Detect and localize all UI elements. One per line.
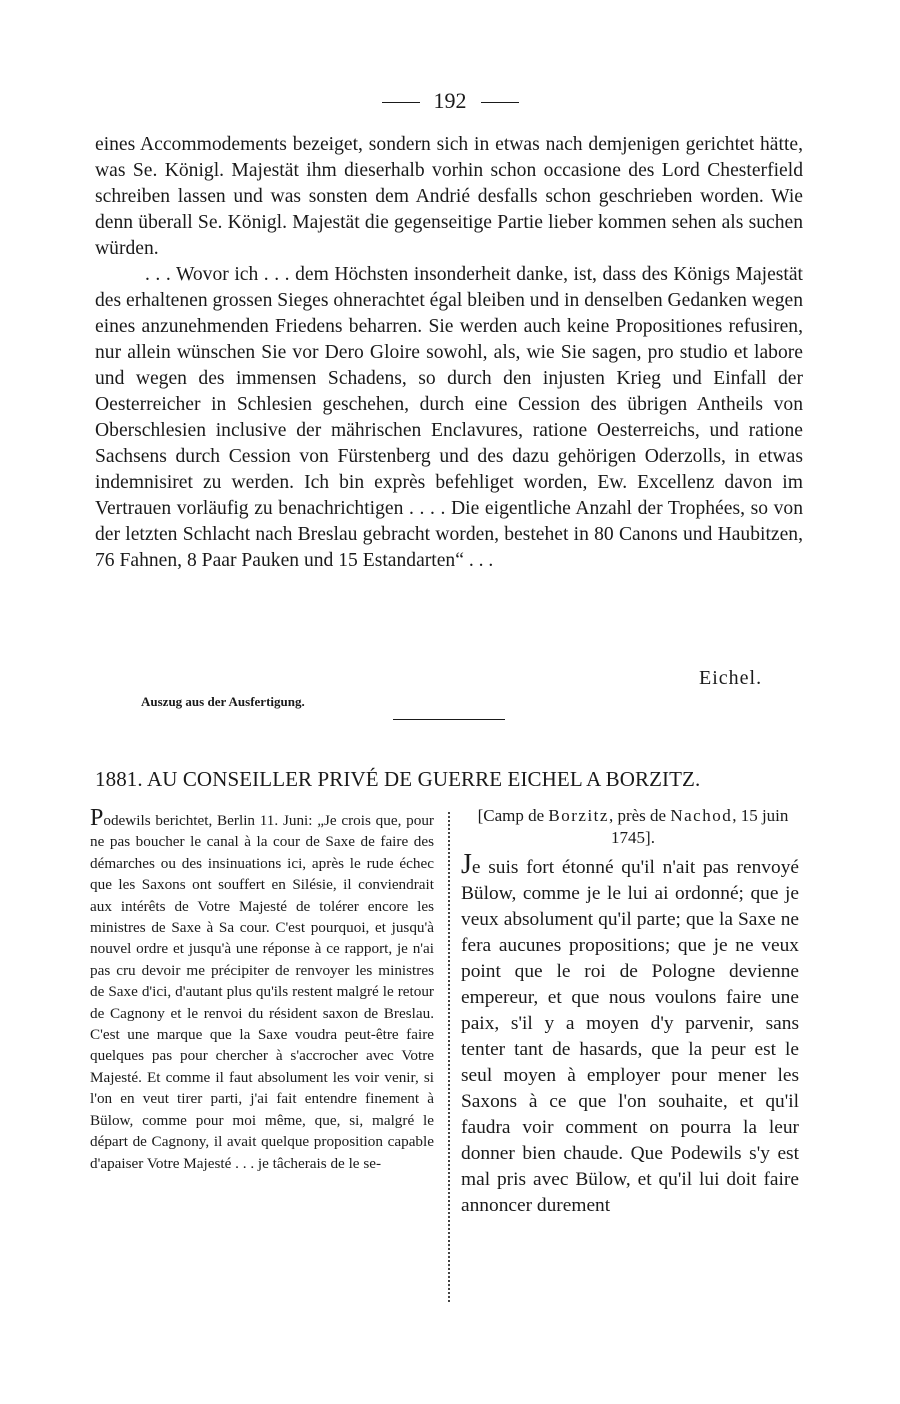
column-divider bbox=[448, 812, 450, 1302]
dateline-town: Nachod bbox=[670, 806, 733, 825]
page-number bbox=[0, 88, 900, 114]
dateline-open: [Camp de bbox=[477, 806, 545, 825]
section-heading: 1881. AU CONSEILLER PRIVÉ DE GUERRE EICHEL A BORZITZ. bbox=[95, 767, 701, 791]
dateline-date: , 15 juin 1745]. bbox=[611, 806, 789, 847]
dateline bbox=[468, 805, 798, 849]
reply-initial: J bbox=[461, 849, 472, 880]
reply-column bbox=[461, 849, 799, 1219]
report-initial: P bbox=[90, 805, 104, 831]
signature: Eichel. bbox=[699, 667, 763, 689]
dateline-place: Borzitz bbox=[548, 806, 609, 825]
reply-text: e suis fort étonné qu'il n'ait pas renvoyé Bülow, comme je le lui ai ordonné; que je veux absolument qu'il parte; que la Saxe ne fera aucunes propositions; que je ne veux point que le roi de Pologne devienne empereur, et que nous voulons faire une paix, s'il y a moyen d'y parvenir, sans tenter tant de hasards, que la peur est le seul moyen à employer pour mener les Saxons à ce que l'on souhaite, et qu'il faudra voir comment on pourra la leur donner bien chaude. Que Podewils s'y est mal pris avec Bülow, et qu'il lui doit faire annoncer durement bbox=[461, 857, 799, 1216]
page-number-dash-left bbox=[382, 102, 420, 103]
report-column bbox=[90, 805, 434, 1174]
section-rule bbox=[393, 719, 505, 720]
page-number-dash-right bbox=[481, 102, 519, 103]
source-note: Auszug aus der Ausfertigung. bbox=[141, 694, 305, 709]
letter-paragraph: eines Accommodements bezeiget, sondern sich in etwas nach demjenigen gerichtet hätte, was Se. Königl. Majestät ihm dieserhalb vorhin schon occasione des Lord Chesterfield schreiben lassen und was sonsten dem Andrié desfalls schon geschrieben worden. Wie denn überall Se. Königl. Majestät die gegenseitige Partie lieber kommen sehen als suchen würden. bbox=[95, 134, 803, 259]
letter-body bbox=[95, 132, 803, 574]
letter-paragraph: . . . Wovor ich . . . dem Höchsten insonderheit danke, ist, dass des Königs Majestät des erhaltenen grossen Sieges ohnerachtet égal bleiben und in denselben Gedanken wegen eines anzunehmenden Friedens beharren. Sie werden auch keine Propositiones refusiren, nur allein wünschen Sie vor Dero Gloire sowohl, als, wie Sie sagen, pro studio et labore und wegen des immensen Schadens, so durch den injusten Krieg und Einfall der Oesterreicher in Schlesien geschehen, durch eine Cession des übrigen Antheils von Oberschlesien inclusive der mährischen Enclavures, ratione Oesterreichs, und ratione Sachsens durch Cession von Fürstenberg und des dazu gehörigen Oderzolls, in etwas indemnisiret zu werden. Ich bin exprès befehliget worden, Ew. Excellenz davon im Vertrauen vorläufig zu benachrichtigen . . . . Die eigentliche Anzahl der Trophées, so von der letzten Schlacht nach Breslau gebracht worden, bestehet in 80 Canons und Haubitzen, 76 Fahnen, 8 Paar Pauken und 15 Estandarten“ . . . bbox=[95, 264, 803, 571]
dateline-middle: , près de bbox=[608, 806, 667, 825]
page-number-text: 192 bbox=[433, 88, 467, 113]
report-text: odewils berichtet, Berlin 11. Juni: „Je crois que, pour ne pas boucher le canal à la cour de Saxe de faire des démarches ou des insinuations ici, après le rude échec que les Saxons ont souffert en Silésie, il conviendrait aux intérêts de Votre Majesté de tolérer encore les ministres de Saxe à Sa cour. C'est pourquoi, et jusqu'à nouvel ordre et jusqu'à une réponse à ce rapport, je n'ai pas cru devoir me précipiter de renvoyer les ministres de Saxe d'ici, d'autant plus qu'ils restent malgré le retour de Cagnony et le renvoi du résident saxon de Breslau. C'est une marque que la Saxe voudra peut-être faire quelques pas pour chercher à s'accrocher avec Votre Majesté. Et comme il faut absolument les voir venir, si l'on en veut tirer parti, j'ai fait entendre finement à Bülow, comme pour moi même, que, si, malgré le départ de Cagnony, il avait quelque proposition capable d'apaiser Votre Majesté . . . je tâcherais de le se- bbox=[90, 812, 434, 1172]
